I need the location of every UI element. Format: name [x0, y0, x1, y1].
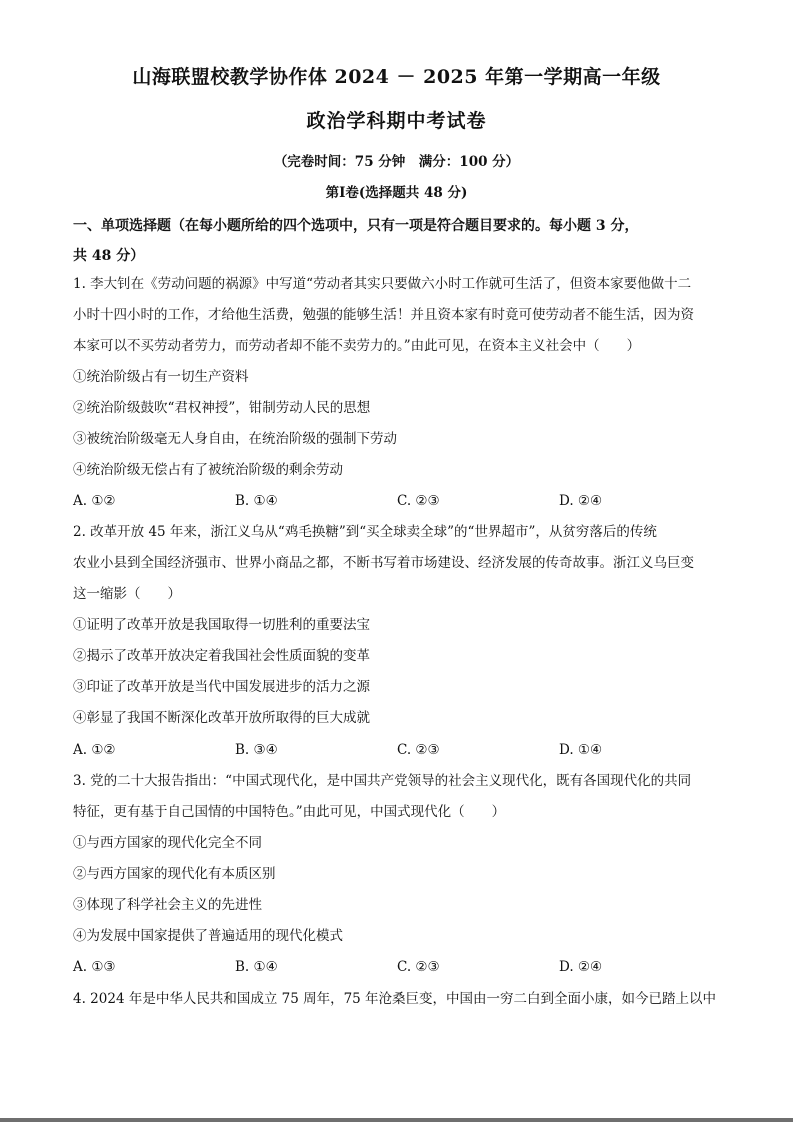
question-3-options — [73, 957, 723, 977]
question-1-statement-1: ①统治阶级占有一切生产资料 — [73, 369, 249, 385]
question-1-stem-line1: 1. 李大钊在《劳动问题的祸源》中写道“劳动者其实只要做六小时工作就可生活了，但资本家要他做十二 — [73, 276, 692, 292]
question-2-option-a: A. ①② — [73, 742, 116, 758]
question-2-stem-line1: 2. 改革开放 45 年来，浙江义乌从“鸡毛换糖”到“买全球卖全球”的“世界超市”，从贫穷落后的传统 — [73, 524, 657, 540]
question-2-option-b: B. ③④ — [235, 742, 278, 758]
question-3-option-c: C. ②③ — [397, 959, 440, 975]
question-2-statement-3: ③印证了改革开放是当代中国发展进步的活力之源 — [73, 679, 370, 695]
question-2-option-c: C. ②③ — [397, 742, 440, 758]
question-4-stem-line1: 4. 2024 年是中华人民共和国成立 75 周年，75 年沧桑巨变，中国由一穷二白到全面小康，如今已踏上以中 — [73, 991, 717, 1007]
question-3-option-a: A. ①③ — [73, 959, 116, 975]
question-2-statement-2: ②揭示了改革开放决定着我国社会性质面貌的变革 — [73, 648, 370, 664]
question-3-option-d: D. ②④ — [559, 959, 603, 975]
section-heading — [73, 211, 723, 271]
section-heading-line1: 一、单项选择题（在每小题所给的四个选项中，只有一项是符合题目要求的。每小题 3 分， — [73, 218, 639, 234]
question-3-statement-3: ③体现了科学社会主义的先进性 — [73, 897, 262, 913]
question-1-options — [73, 491, 723, 511]
question-2-statement-1: ①证明了改革开放是我国取得一切胜利的重要法宝 — [73, 617, 370, 633]
question-1-option-a: A. ①② — [73, 493, 116, 509]
question-3-stem-line2: 特征，更有基于自己国情的中国特色。”由此可见，中国式现代化（ ） — [73, 804, 506, 820]
question-3-option-b: B. ①④ — [235, 959, 278, 975]
exam-info: （完卷时间：75 分钟 满分：100 分） — [273, 154, 520, 170]
question-1-option-d: D. ②④ — [559, 493, 603, 509]
question-1-statement-2: ②统治阶级鼓吹“君权神授”，钳制劳动人民的思想 — [73, 400, 371, 416]
question-1-stem-line3: 本家可以不买劳动者劳力，而劳动者却不能不卖劳力的。”由此可见，在资本主义社会中（ ） — [73, 338, 641, 354]
page-bottom-divider — [0, 1118, 793, 1122]
question-1-statement-4: ④统治阶级无偿占有了被统治阶级的剩余劳动 — [73, 462, 343, 478]
question-2-stem-line2: 农业小县到全国经济强市、世界小商品之都，不断书写着市场建设、经济发展的传奇故事。浙江义乌巨变 — [73, 555, 694, 571]
question-3-statement-2: ②与西方国家的现代化有本质区别 — [73, 866, 276, 882]
question-2-stem-line3: 这一缩影（ ） — [73, 586, 181, 602]
exam-title-line1: 山海联盟校教学协作体 2024 － 2025 年第一学期高一年级 — [132, 66, 661, 88]
section-heading-line2: 共 48 分） — [73, 248, 145, 264]
question-2-options — [73, 740, 723, 760]
exam-title-line2: 政治学科期中考试卷 — [306, 110, 487, 132]
question-1-stem-line2: 小时十四小时的工作，才给他生活费，勉强的能够生活！并且资本家有时竟可使劳动者不能生活，因为资 — [73, 307, 694, 323]
question-3-statement-4: ④为发展中国家提供了普遍适用的现代化模式 — [73, 928, 343, 944]
question-3-statement-1: ①与西方国家的现代化完全不同 — [73, 835, 262, 851]
question-3-stem-line1: 3. 党的二十大报告指出：“中国式现代化，是中国共产党领导的社会主义现代化，既有各国现代化的共同 — [73, 773, 692, 789]
question-2-statement-4: ④彰显了我国不断深化改革开放所取得的巨大成就 — [73, 710, 370, 726]
question-1-option-c: C. ②③ — [397, 493, 440, 509]
question-1-option-b: B. ①④ — [235, 493, 278, 509]
part-title: 第Ⅰ卷(选择题共 48 分) — [325, 185, 468, 201]
question-1-statement-3: ③被统治阶级毫无人身自由，在统治阶级的强制下劳动 — [73, 431, 397, 447]
question-2-option-d: D. ①④ — [559, 742, 603, 758]
